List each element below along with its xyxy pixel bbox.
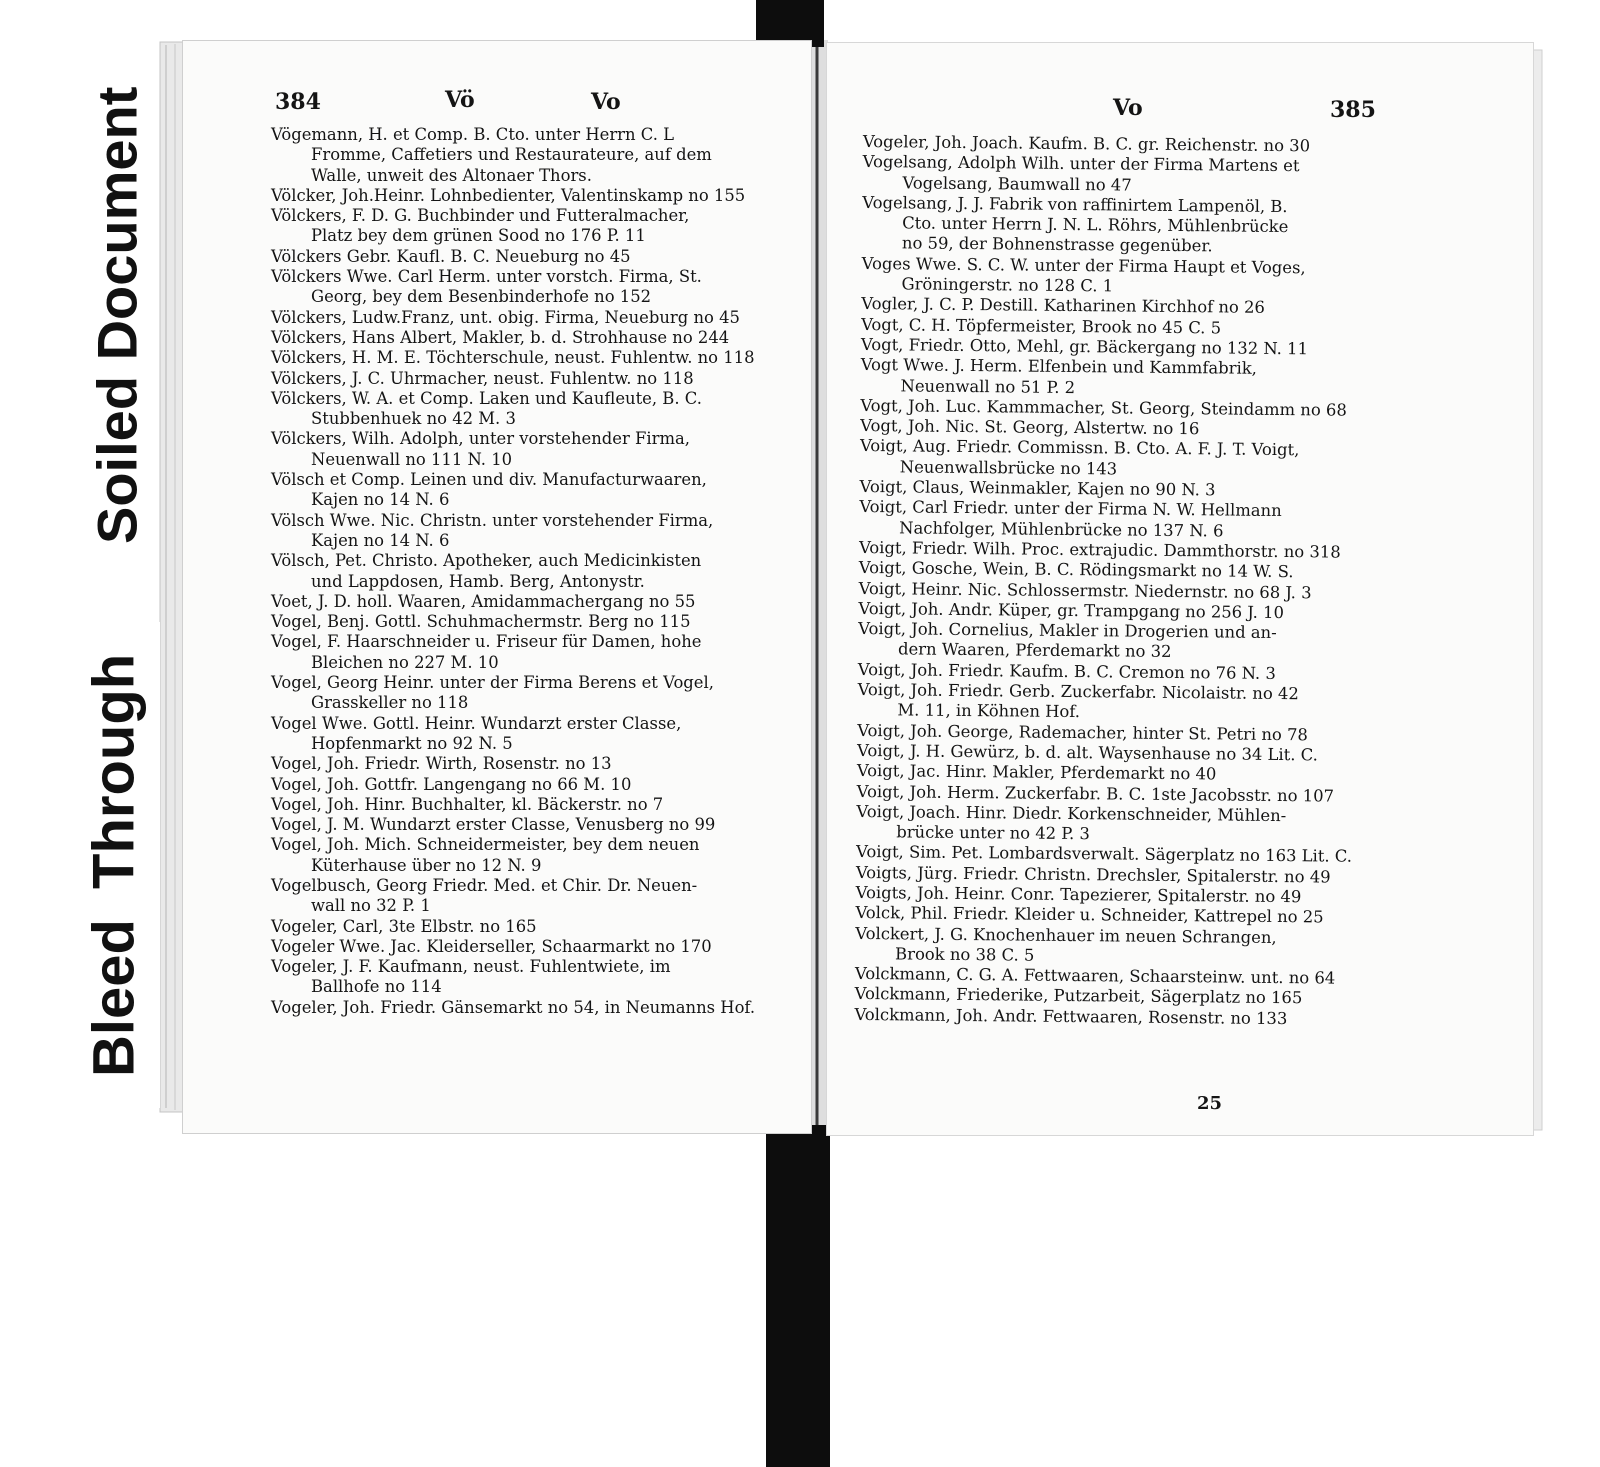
entry-line: Völckers, Wilh. Adolph, unter vorstehender Firma, [271,429,690,449]
entry-line: Vogel, J. M. Wundarzt erster Classe, Venusberg no 99 [271,815,716,835]
entry-line: Voigts, Jürg. Friedr. Christn. Drechsler, Spitalerstr. no 49 [855,862,1331,887]
entry-line: Neuenwall no 111 N. 10 [311,449,513,469]
left-page [182,40,812,1134]
entry-line: Vogel Wwe. Gottl. Heinr. Wundarzt erster Classe, [271,713,682,733]
entry-line: Vogeler, Joh. Joach. Kaufm. B. C. gr. Reichenstr. no 30 [862,132,1311,156]
entry-line: Voigt, Joh. Friedr. Kaufm. B. C. Cremon no 76 N. 3 [857,659,1276,683]
binding-strip-bottom [766,1125,830,1467]
entry-line: brücke unter no 42 P. 3 [896,822,1090,844]
entry-line: Küterhause über no 12 N. 9 [311,855,542,875]
entry-line: Nachfolger, Mühlenbrücke no 137 N. 6 [899,518,1224,541]
entry-line: Voigt, Friedr. Wilh. Proc. extrajudic. Dammthorstr. no 318 [858,537,1341,562]
entry-line: Vogel, F. Haarschneider u. Friseur für Damen, hohe [271,632,702,652]
entry-line: Vogel, Georg Heinr. unter der Firma Berens et Vogel, [271,673,714,693]
entry-line: Vogel, Joh. Hinr. Buchhalter, kl. Bäckerstr. no 7 [271,794,664,814]
entry-line: Bleichen no 227 M. 10 [311,652,499,672]
soiled-document-label: Soiled Document [80,55,154,575]
entry-line: Volckert, J. G. Knochenhauer im neuen Schrangen, [855,923,1277,947]
entry-line: Georg, bey dem Besenbinderhofe no 152 [311,287,652,307]
entry-line: Vogelsang, Adolph Wilh. unter der Firma Martens et [862,152,1300,176]
entry-line: Völckers, Hans Albert, Makler, b. d. Strohhause no 244 [271,327,730,347]
entry-line: Neuenwallsbrücke no 143 [899,457,1118,479]
entry-line: Vogt, Joh. Luc. Kammmacher, St. Georg, Steindamm no 68 [860,395,1347,420]
entry-line: Voigt, J. H. Gewürz, b. d. alt. Waysenhause no 34 Lit. C. [856,740,1318,765]
entry-line: Grasskeller no 118 [311,693,469,713]
entry-line: Kajen no 14 N. 6 [311,530,450,550]
entry-line: Völckers Wwe. Carl Herm. unter vorstch. Firma, St. [271,267,702,287]
entry-line: Voigt, Joh. Herm. Zuckerfabr. B. C. 1ste Jacobsstr. no 107 [856,781,1335,806]
entry-line: Vögemann, H. et Comp. B. Cto. unter Herrn C. L [271,125,675,144]
entry-line: Voigt, Aug. Friedr. Commissn. B. Cto. A. F. J. T. Voigt, [859,436,1300,460]
entry-line: Volckmann, Joh. Andr. Fettwaaren, Rosenstr. no 133 [854,1004,1288,1028]
entry-line: wall no 32 P. 1 [311,896,431,916]
entry-line: Voigt, Heinr. Nic. Schlossermstr. Niedernstr. no 68 J. 3 [858,578,1312,602]
entry-line: Volckmann, Friederike, Putzarbeit, Sägerplatz no 165 [854,984,1303,1008]
entry-line: Voigts, Joh. Heinr. Conr. Tapezierer, Spitalerstr. no 49 [855,882,1302,907]
entry-line: Volckmann, C. G. A. Fettwaaren, Schaarsteinw. unt. no 64 [854,964,1336,988]
entry-line: Vogelbusch, Georg Friedr. Med. et Chir. Dr. Neuen- [271,875,698,895]
right-running-head: Vo [1113,95,1143,121]
entry-line: Vogel, Joh. Friedr. Wirth, Rosenstr. no 13 [271,754,612,774]
entry-line: Cto. unter Herrn J. N. L. Röhrs, Mühlenbrücke [902,213,1289,237]
entry-line: Voigt, Sim. Pet. Lombardsverwalt. Sägerplatz no 163 Lit. C. [855,842,1353,867]
right-entries [854,132,1358,1030]
entry-line: Vogt, Joh. Nic. St. Georg, Alstertw. no 16 [860,416,1200,439]
entry-line: Völckers, W. A. et Comp. Laken und Kaufleute, B. C. [271,388,702,408]
entry-line: Hopfenmarkt no 92 N. 5 [311,733,513,753]
entry-line: Voigt, Joh. Andr. Küper, gr. Trampgang no 256 J. 10 [858,598,1285,622]
entry-line: Vogelsang, Baumwall no 47 [902,172,1132,195]
entry-line: Voigt, Joach. Hinr. Diedr. Korkenschneider, Mühlen- [856,801,1287,825]
entry-line: Voigt, Carl Friedr. unter der Firma N. W. Hellmann [859,497,1282,521]
entry-line: Völckers, H. M. E. Töchterschule, neust. Fuhlentw. no 118 [271,348,755,368]
left-running-head-1: Vö [445,87,475,113]
entry-line: Vogler, J. C. P. Destill. Katharinen Kirchhof no 26 [861,294,1266,318]
entry-line: Voges Wwe. S. C. W. unter der Firma Haupt et Voges, [861,253,1306,278]
entry-line: Vogeler, J. F. Kaufmann, neust. Fuhlentwiete, im [271,957,671,977]
bleed-through-label: Bleed Through [68,622,160,1108]
entry-line: Vogel, Joh. Mich. Schneidermeister, bey dem neuen [271,835,700,855]
entry-line: Völsch Wwe. Nic. Christn. unter vorstehender Firma, [271,510,714,530]
entry-line: Volck, Phil. Friedr. Kleider u. Schneider, Kattrepel no 25 [855,903,1324,927]
signature-mark: 25 [1197,1093,1223,1114]
entry-line: Voigt, Joh. Friedr. Gerb. Zuckerfabr. Nicolaistr. no 42 [857,679,1299,704]
entry-line: Voigt, Gosche, Wein, B. C. Rödingsmarkt no 14 W. S. [858,558,1294,582]
entry-line: Fromme, Caffetiers und Restaurateure, auf dem [311,145,712,165]
entry-line: Voigt, Joh. George, Rademacher, hinter St. Petri no 78 [857,720,1308,744]
entry-line: Vogel, Benj. Gottl. Schuhmachermstr. Berg no 115 [271,612,691,632]
entry-line: Kajen no 14 N. 6 [311,490,450,510]
entry-line: Vogt, Friedr. Otto, Mehl, gr. Bäckergang no 132 N. 11 [860,334,1309,359]
entry-line: Brook no 38 C. 5 [895,944,1035,965]
entry-line: Walle, unweit des Altonaer Thors. [311,165,592,185]
entry-line: Völckers, F. D. G. Buchbinder und Futteralmacher, [271,206,690,226]
entry-line: no 59, der Bohnenstrasse gegenüber. [901,233,1213,256]
entry-line: Voet, J. D. holl. Waaren, Amidammachergang no 55 [271,591,696,611]
left-entries [271,125,755,1018]
entry-line: Völcker, Joh.Heinr. Lohnbedienter, Valentinskamp no 155 [271,185,746,205]
entry-line: Vogelsang, J. J. Fabrik von raffinirtem Lampenöl, B. [862,192,1288,216]
right-page [826,42,1534,1136]
entry-line: Vogt Wwe. J. Herm. Elfenbein und Kammfabrik, [860,355,1258,379]
entry-line: Stubbenhuek no 42 M. 3 [311,409,516,429]
entry-line: Völsch et Comp. Leinen und div. Manufacturwaaren, [271,470,707,490]
entry-line: Vogeler, Carl, 3te Elbstr. no 165 [271,916,537,936]
entry-line: Voigt, Jac. Hinr. Makler, Pferdemarkt no 40 [856,761,1217,784]
entry-line: dern Waaren, Pferdemarkt no 32 [897,639,1172,662]
entry-line: Voigt, Joh. Cornelius, Makler in Drogerien und an- [858,619,1277,643]
entry-line: Vogeler, Joh. Friedr. Gänsemarkt no 54, in Neumanns Hof. [271,997,756,1017]
entry-line: Völckers, Ludw.Franz, unt. obig. Firma, Neueburg no 45 [271,307,740,327]
entry-line: Ballhofe no 114 [311,977,442,997]
left-page-number: 384 [275,89,321,115]
entry-line: Gröningerstr. no 128 C. 1 [901,274,1114,296]
entry-line: Vogeler Wwe. Jac. Kleiderseller, Schaarmarkt no 170 [271,936,712,956]
entry-line: Völckers Gebr. Kaufl. B. C. Neueburg no 45 [271,246,631,266]
entry-line: Vogt, C. H. Töpfermeister, Brook no 45 C. 5 [861,314,1222,338]
entry-line: Völckers, J. C. Uhrmacher, neust. Fuhlentw. no 118 [271,368,694,388]
entry-line: und Lappdosen, Hamb. Berg, Antonystr. [311,571,645,591]
left-running-head-2: Vo [591,89,621,115]
right-page-number: 385 [1330,97,1376,123]
entry-line: Platz bey dem grünen Sood no 176 P. 11 [311,226,646,246]
entry-line: Völsch, Pet. Christo. Apotheker, auch Medicinkisten [271,551,702,571]
entry-line: Voigt, Claus, Weinmakler, Kajen no 90 N. 3 [859,477,1216,500]
entry-line: Neuenwall no 51 P. 2 [900,375,1076,397]
entry-line: M. 11, in Köhnen Hof. [897,700,1081,722]
entry-line: Vogel, Joh. Gottfr. Langengang no 66 M. 10 [271,774,632,794]
